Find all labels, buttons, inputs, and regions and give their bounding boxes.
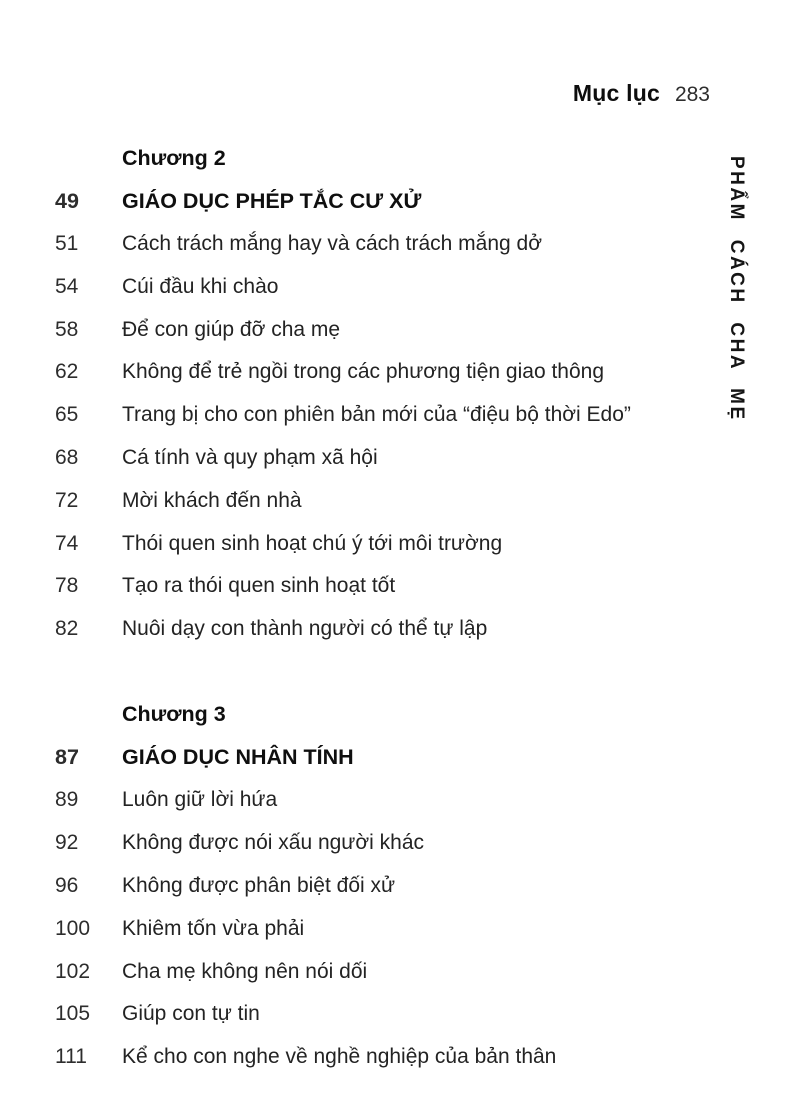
entry-page-number: 51 bbox=[55, 231, 79, 255]
chapter-entries bbox=[55, 736, 631, 1078]
entry-page-number: 58 bbox=[55, 317, 79, 341]
entry-page-number: 92 bbox=[55, 831, 79, 855]
entry-page-number: 49 bbox=[55, 188, 79, 213]
toc-entry bbox=[55, 822, 631, 865]
chapter-heading: Chương 3 bbox=[122, 702, 226, 727]
entry-page-number: 74 bbox=[55, 531, 79, 555]
entry-page-number: 72 bbox=[55, 488, 79, 512]
entry-page-number: 105 bbox=[55, 1002, 91, 1026]
toc-entry bbox=[55, 865, 631, 908]
entry-title: Không để trẻ ngồi trong các phương tiện giao thông bbox=[122, 360, 605, 384]
entry-title: Kể cho con nghe về nghề nghiệp của bản thân bbox=[122, 1045, 557, 1069]
toc-section bbox=[55, 137, 631, 651]
entry-title: Thói quen sinh hoạt chú ý tới môi trường bbox=[122, 531, 503, 555]
entry-title: Tạo ra thói quen sinh hoạt tốt bbox=[122, 574, 396, 598]
entry-title: Cha mẹ không nên nói dối bbox=[122, 959, 368, 983]
entry-page-number: 82 bbox=[55, 617, 79, 641]
entry-title: Không được nói xấu người khác bbox=[122, 831, 424, 855]
toc-entry bbox=[55, 907, 631, 950]
toc-entry bbox=[55, 522, 631, 565]
toc-entry bbox=[55, 779, 631, 822]
entry-title: Cúi đầu khi chào bbox=[122, 274, 279, 298]
entry-page-number: 87 bbox=[55, 745, 79, 770]
entry-title: GIÁO DỤC PHÉP TẮC CƯ XỬ bbox=[122, 188, 422, 213]
entry-page-number: 62 bbox=[55, 360, 79, 384]
toc-entry bbox=[55, 950, 631, 993]
toc-list bbox=[55, 137, 631, 1079]
entry-title: Mời khách đến nhà bbox=[122, 488, 302, 512]
toc-entry bbox=[55, 736, 631, 779]
header-page-number: 283 bbox=[674, 83, 710, 106]
entry-page-number: 65 bbox=[55, 403, 79, 427]
page-header bbox=[573, 80, 710, 107]
entry-title: Cá tính và quy phạm xã hội bbox=[122, 445, 378, 469]
chapter-entries bbox=[55, 180, 631, 651]
entry-title: Cách trách mắng hay và cách trách mắng dở bbox=[122, 231, 542, 255]
entry-page-number: 54 bbox=[55, 274, 79, 298]
book-side-title: PHẨM CÁCH CHA MẸ bbox=[726, 156, 747, 422]
entry-title: Giúp con tự tin bbox=[122, 1002, 260, 1026]
entry-title: GIÁO DỤC NHÂN TÍNH bbox=[122, 745, 354, 770]
entry-title: Nuôi dạy con thành người có thể tự lập bbox=[122, 617, 488, 641]
toc-entry bbox=[55, 223, 631, 266]
toc-entry bbox=[55, 608, 631, 651]
entry-title: Luôn giữ lời hứa bbox=[122, 788, 278, 812]
toc-entry bbox=[55, 437, 631, 480]
toc-entry bbox=[55, 479, 631, 522]
entry-page-number: 100 bbox=[55, 916, 91, 940]
entry-page-number: 89 bbox=[55, 788, 79, 812]
header-title: Mục lục bbox=[572, 80, 660, 106]
toc-entry bbox=[55, 265, 631, 308]
toc-entry bbox=[55, 308, 631, 351]
toc-entry bbox=[55, 394, 631, 437]
toc-entry bbox=[55, 351, 631, 394]
entry-page-number: 111 bbox=[55, 1045, 87, 1069]
chapter-heading: Chương 2 bbox=[122, 145, 226, 170]
entry-page-number: 78 bbox=[55, 574, 79, 598]
toc-entry bbox=[55, 180, 631, 223]
toc-entry bbox=[55, 1036, 631, 1079]
entry-title: Trang bị cho con phiên bản mới của “điệu bộ thời Edo” bbox=[122, 403, 631, 427]
entry-page-number: 102 bbox=[55, 959, 91, 983]
toc-entry bbox=[55, 993, 631, 1036]
entry-title: Không được phân biệt đối xử bbox=[122, 873, 396, 897]
toc-entry bbox=[55, 565, 631, 608]
entry-title: Khiêm tốn vừa phải bbox=[122, 916, 305, 940]
entry-page-number: 68 bbox=[55, 445, 79, 469]
toc-section bbox=[55, 693, 631, 1078]
entry-title: Để con giúp đỡ cha mẹ bbox=[122, 317, 341, 341]
entry-page-number: 96 bbox=[55, 873, 79, 897]
